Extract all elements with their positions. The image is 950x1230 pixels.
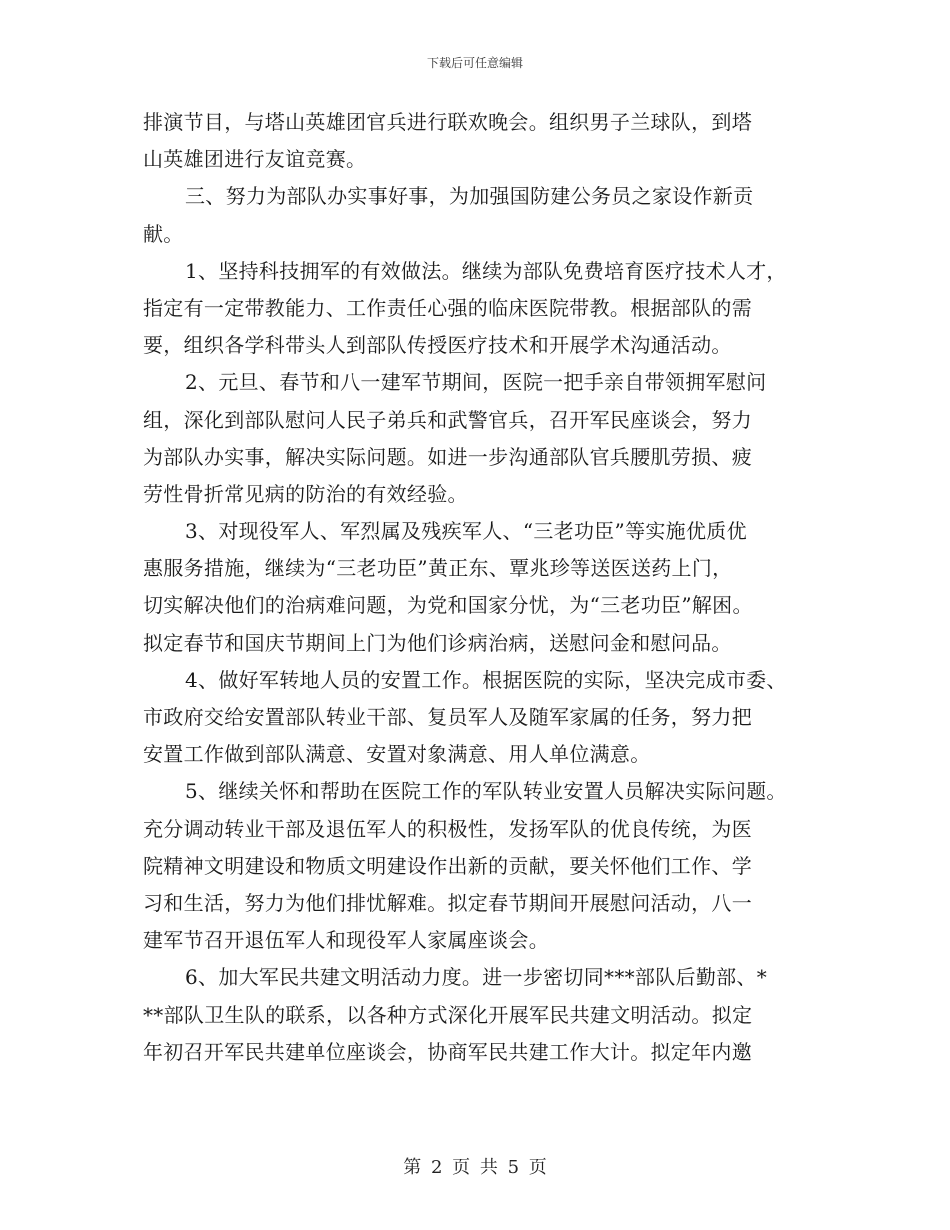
text-line: 年初召开军民共建单位座谈会，协商军民共建工作大计。拟定年内邀 xyxy=(143,1039,752,1064)
text-line: 献。 xyxy=(143,221,184,246)
list-item-4: 4、做好军转地人员的安置工作。根据医院的实际，坚决完成市委、 xyxy=(185,667,787,692)
text-line: 山英雄团进行友谊竞赛。 xyxy=(143,147,367,172)
text-line: 组，深化到部队慰问人民子弟兵和武警官兵，召开军民座谈会，努力 xyxy=(143,407,752,432)
text-line: 建军节召开退伍军人和现役军人家属座谈会。 xyxy=(143,928,549,953)
list-item-2: 2、元旦、春节和八一建军节期间，医院一把手亲自带领拥军慰问 xyxy=(185,370,767,395)
text-line: 劳性骨折常见病的防治的有效经验。 xyxy=(143,481,468,506)
text-line: 排演节目，与塔山英雄团官兵进行联欢晚会。组织男子兰球队，到塔 xyxy=(143,110,752,134)
document-body xyxy=(143,104,823,1071)
list-item-6: 6、加大军民共建文明活动力度。进一步密切同***部队后勤部、* xyxy=(185,965,768,990)
text-line: 要，组织各学科带头人到部队传授医疗技术和开展学术沟通活动。 xyxy=(143,333,732,358)
text-line: 充分调动转业干部及退伍军人的积极性，发扬军队的优良传统，为医 xyxy=(143,816,752,841)
text-line: 市政府交给安置部队转业干部、复员军人及随军家属的任务，努力把 xyxy=(143,705,752,729)
list-item-3: 3、对现役军人、军烈属及残疾军人、“三老功臣”等实施优质优 xyxy=(185,519,747,544)
text-line: 切实解决他们的治病难问题，为党和国家分忧，为“三老功臣”解困。 xyxy=(143,593,753,618)
list-item-1: 1、坚持科技拥军的有效做法。继续为部队免费培育医疗技术人才， xyxy=(185,258,787,283)
text-line: 院精神文明建设和物质文明建设作出新的贡献，要关怀他们工作、学 xyxy=(143,853,752,878)
text-line: 惠服务措施，继续为“三老功臣”黄正东、覃兆珍等送医送药上门， xyxy=(143,556,733,581)
page-number-footer: 第 2 页 共 5 页 xyxy=(403,1157,547,1178)
text-line: 为部队办实事，解决实际问题。如进一步沟通部队官兵腰肌劳损、疲 xyxy=(143,444,752,469)
text-line: 拟定春节和国庆节期间上门为他们诊病治病，送慰问金和慰问品。 xyxy=(143,630,732,655)
text-line: 指定有一定带教能力、工作责任心强的临床医院带教。根据部队的需 xyxy=(143,295,752,320)
header-note: 下载后可任意编辑 xyxy=(426,56,523,70)
text-line: 安置工作做到部队满意、安置对象满意、用人单位满意。 xyxy=(143,742,651,767)
text-line: 习和生活，努力为他们排忧解难。拟定春节期间开展慰问活动，八一 xyxy=(143,890,752,915)
section-heading: 三、努力为部队办实事好事，为加强国防建公务员之家设作新贡 xyxy=(185,184,754,209)
text-line: **部队卫生队的联系，以各种方式深化开展军民共建文明活动。拟定 xyxy=(143,1002,753,1027)
list-item-5: 5、继续关怀和帮助在医院工作的军队转业安置人员解决实际问题。 xyxy=(185,779,787,804)
